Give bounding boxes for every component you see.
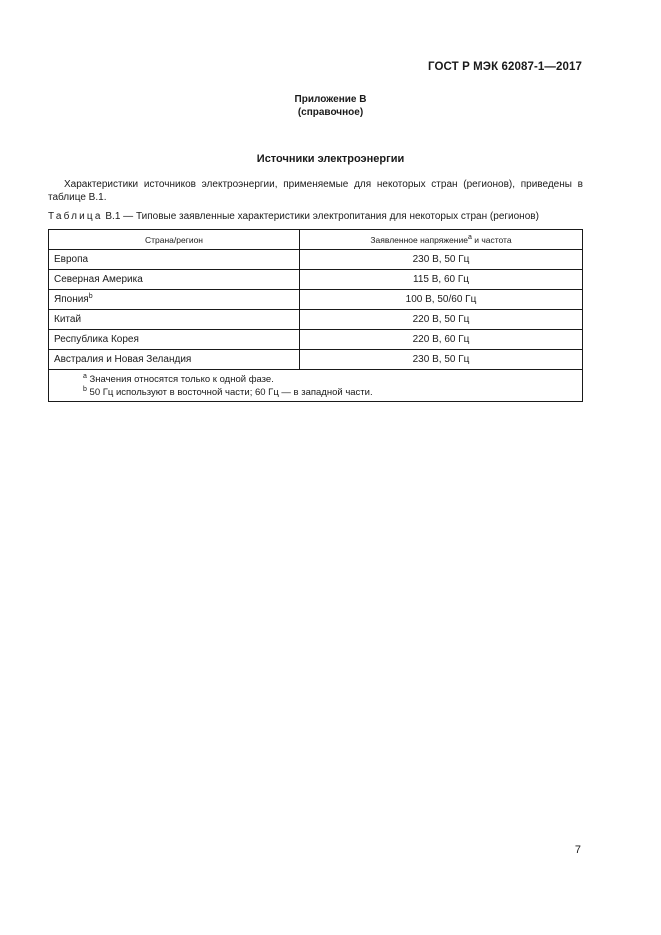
table-caption-label: Таблица — [48, 211, 103, 222]
country-cell: Северная Америка — [49, 270, 300, 290]
intro-paragraph: Характеристики источников электроэнергии, применяемые для некоторых стран (регионов), приведены в таблице В.1. — [48, 179, 583, 203]
country-cell: Австралия и Новая Зеландия — [49, 350, 300, 370]
table-row — [49, 310, 583, 330]
table-row — [49, 290, 583, 310]
footnote-mark: a — [467, 233, 472, 241]
country-cell: Китай — [49, 310, 300, 330]
section-heading: Источники электроэнергии — [256, 153, 405, 165]
voltage-cell: 100 В, 50/60 Гц — [300, 290, 583, 310]
footnote: $^b$ 50 Гц используют в восточной части; 60 Гц — в западной части. — [83, 385, 373, 398]
table-row — [49, 350, 583, 370]
country-cell: Япония$^b$ — [49, 290, 300, 310]
annex-title: Приложение В — [294, 94, 367, 105]
voltage-cell: 115 В, 60 Гц — [300, 270, 583, 290]
table-row — [49, 270, 583, 290]
header-country: Страна/регион — [49, 230, 300, 250]
annex-status: (справочное) — [297, 107, 364, 118]
footnote: $^a$ Значения относятся только к одной фазе. — [83, 372, 274, 385]
standard-code: ГОСТ Р МЭК 62087-1—2017 — [428, 61, 582, 73]
table-header-row — [49, 230, 583, 250]
annex-heading — [0, 93, 661, 119]
country-cell: Республика Корея — [49, 330, 300, 350]
table-row — [49, 250, 583, 270]
table-caption-text: В.1 — Типовые заявленные характеристики электропитания для некоторых стран (регионов) — [105, 211, 539, 222]
voltage-cell: 220 В, 50 Гц — [300, 310, 583, 330]
table-caption — [48, 211, 539, 222]
voltage-cell: 230 В, 50 Гц — [300, 250, 583, 270]
page-number: 7 — [574, 844, 581, 856]
table-notes — [49, 370, 583, 402]
voltage-cell: 220 В, 60 Гц — [300, 330, 583, 350]
country-cell: Европа — [49, 250, 300, 270]
footnote-mark: a — [83, 372, 87, 380]
footnote-mark: b — [83, 385, 87, 393]
table-notes-row — [49, 370, 583, 402]
header-voltage: Заявленное напряжение$^a$ и частота — [300, 230, 583, 250]
footnote-mark: b — [88, 293, 93, 300]
power-supply-table — [48, 229, 583, 402]
table-row — [49, 330, 583, 350]
voltage-cell: 230 В, 50 Гц — [300, 350, 583, 370]
